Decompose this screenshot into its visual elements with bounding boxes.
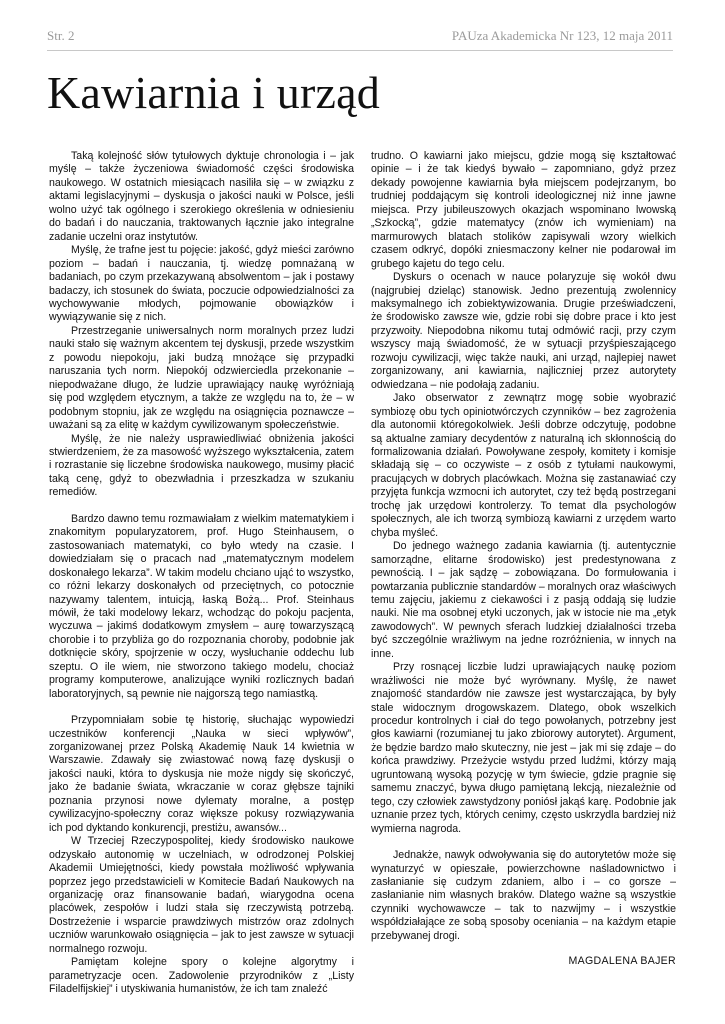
page-number: Str. 2 bbox=[47, 28, 75, 43]
author-signature: MAGDALENA BAJER bbox=[568, 955, 676, 968]
paragraph: Do jednego ważnego zadania kawiarnia (tj. autentycznie samorządne, elitarne środowisko) jest predestynowana z pewnością. I – jak sądzę – zobowiązana. Do formułowania i powtarzania publicznie standardów – moralnych oraz właściwych temu zajęciu, jakiemu z ciekawości i z pasją oddają się ludzie nauki. Nie ma osobnej etyki uczonych, jak w istocie nie ma „etyk zawodowych”. W pewnych sferach ludzkiej działalności trzeba być szczególnie wrażliwym na jedne rozróżnienia, w innych na inne. bbox=[371, 540, 677, 660]
paragraph: Dyskurs o ocenach w nauce polaryzuje się wokół dwu (najgrubiej dzieląc) stanowisk. Jedno prezentują zwolennicy maksymalnego ich zobiektywizowania. Drugie przeświadczeni, że środowisko zawsze wie, gdzie robi się dobre prace i kto jest przyzwoity. Niepodobna nikomu tutaj odmówić racji, przy czym wszyscy mają świadomość, że w sytuacji przyśpieszającego rozwoju cywilizacji, więc także nauki, ani urząd, najlepiej nawet zorganizowany, ani kawiarnia, najliczniej przez autorytety odwiedzana – nie podołają zadaniu. bbox=[371, 271, 676, 391]
paragraph: Przy rosnącej liczbie ludzi uprawiających naukę poziom wrażliwości nie może być wyrównany. Myślę, że nawet znajomość standardów nie zawsze jest wystarczająca, by były stale widocznym drogowskazem. Dlatego, obok wszelkich procedur kontrolnych i ciał do tego powołanych, potrzebny jest głos kawiarni (rozumianej tu jako zbiorowy autorytet). Argument, że będzie bardzo mało skuteczny, nie jest – jak mi się zdaje – do końca prawdziwy. Przeżycie wstydu przed ludźmi, którzy mają ugruntowaną wysoką pozycję w tym świecie, gdzie pragnie się samemu znaczyć, bywa długo pamiętaną lekcją, niezależnie od tego, czy człowiek zawstydzony poniósł jakąś karę. Podobnie jak uznanie przez tych, których cenimy, często uskrzydla bardziej niż wymierna nagroda. bbox=[371, 661, 676, 835]
paragraph: Jednakże, nawyk odwoływania się do autorytetów może się wynaturzyć w opieszałe, powierzchowne naśladownictwo i zasłanianie się cudzym zdaniem, albo i – co gorsze – zasłanianie nim własnych braków. Dlatego ważne są wszystkie czynniki wychowawcze – tak to nazwijmy – i wszystkie współdziałające ze sobą sposoby oceniania – na każdym etapie przebywanej drogi. bbox=[371, 849, 676, 942]
paragraph: W Trzeciej Rzeczypospolitej, kiedy środowisko naukowe odzyskało autonomię w uczelniach, w odrodzonej Polskiej Akademii Umiejętności, kiedy powstała możliwość wpływania poprzez jego przedstawicieli w Komitecie Badań Naukowych na organizację oraz finansowanie badań, wiarygodna ocena placówek, zespołów i ludzi stała się rzeczywistą potrzebą. Dostrzeżenie i wsparcie prawdziwych mistrzów oraz zdolnych uczniów warunkowało osiągnięcia – jak to jest zawsze w sytuacji normalnego rozwoju. bbox=[49, 835, 354, 955]
header-rule bbox=[47, 50, 673, 51]
paragraph: Taką kolejność słów tytułowych dyktuje chronologia i – jak myślę – także życzeniowa świadomość części środowiska naukowego. W ostatnich miesiącach nasiliła się – w związku z aktami legislacyjnymi – dyskusja o jakości nauki w Polsce, jeśli wolno użyć tak ogólnego i szerokiego określenia w odniesieniu do badań i do nauczania, traktowanych łącznie jako integralne zadanie uczelni oraz instytutów. bbox=[49, 150, 354, 243]
article-title: Kawiarnia i urząd bbox=[47, 67, 380, 118]
paragraph: Bardzo dawno temu rozmawiałam z wielkim matematykiem i znakomitym popularyzatorem, prof. Hugo Steinhausem, o zastosowaniach matematyki, co było wtedy na czasie. I dowiedziałam się o pracach nad „matematycznym modelem doskonałego lekarza”. W takim modelu chciano ująć to wszystko, co różni lekarzy doskonałych od przeciętnych, co potocznie nazywamy talentem, intuicją, łaską Bożą... Prof. Steinhaus mówił, że taki modelowy lekarz, wchodząc do pokoju pacjenta, wyczuwa – jakimś dodatkowym zmysłem – aurę towarzyszącą chorobie i to przybliża go do rozpoznania choroby, podobnie jak dotknięcie skóry, spojrzenie w oczy, wysłuchanie oddechu lub szeptu. O ile wiem, nie stworzono takiego modelu, chociaż programy komputerowe, analizujące wyniki rozlicznych badań laboratoryjnych, są pewnie nie najgorszą tego namiastką. bbox=[49, 512, 354, 700]
paragraph: trudno. O kawiarni jako miejscu, gdzie mogą się kształtować opinie – i że tak kiedyś bywało – zapomniano, gdyż przez dekady powojenne kawiarnia była miejscem podejrzanym, bo trudniej poddającym się kontroli ideologicznej niż inne jawne miejsca. Przy jubileuszowych okazjach wspominano lwowską „Szkocką”, gdzie matematycy (znów ich wymieniam) na marmurowych blatach stolików zapisywali wzory wielkich czasem odkryć, dopóki zniesmaczony kelner nie podarował im grubego kajetu do tego celu. bbox=[371, 150, 676, 270]
paragraph: Przypomniałam sobie tę historię, słuchając wypowiedzi uczestników konferencji „Nauka w sieci wpływów”, zorganizowanej przez Polską Akademię Nauk 14 kwietnia w Warszawie. Zdawały się zwiastować nową fazę dyskusji o jakości nauki, która to dyskusja nie może nigdy się skończyć, jako że badanie świata, wkraczanie w coraz głębsze tajniki poznania przynosi nowe dylematy moralne, a postęp cywilizacyjno-społeczny coraz większe pokusy rozwiązywania ich pod dyktando konkurencji, prestiżu, awansów... bbox=[49, 714, 354, 834]
paragraph: Myślę, że nie należy usprawiedliwiać obniżenia jakości stwierdzeniem, że za masowość wyższego wykształcenia, zatem i rozrastanie się liczebne środowiska naukowego, musimy płacić taką cenę, gdyż to obezwładnia i przeszkadza w szukaniu remediów. bbox=[49, 432, 354, 499]
paragraph: Przestrzeganie uniwersalnych norm moralnych przez ludzi nauki stało się ważnym akcentem tej dyskusji, przede wszystkim z powodu niepokoju, jaki budzą mnożące się przypadki naruszania tych norm. Niepokój odzwierciedla przekonanie – niepodważane długo, że ludzie uprawiający naukę wyróżniają się pod względem etycznym, a także ze względu na to, że – w podobnym stopniu, jak ze względu na osiągnięcia poznawcze – uważani są za elitę w każdym cywilizowanym społeczeństwie. bbox=[49, 324, 354, 432]
left-column bbox=[49, 150, 354, 997]
publication-info: PAUza Akademicka Nr 123, 12 maja 2011 bbox=[451, 28, 673, 43]
right-column bbox=[371, 150, 676, 969]
paragraph: Pamiętam kolejne spory o kolejne algorytmy i parametryzacje ocen. Zadowolenie przyrodników z „Listy Filadelfijskiej” i utyskiwania humanistów, że ich tam znaleźć bbox=[49, 956, 354, 996]
paragraph: Myślę, że trafne jest tu pojęcie: jakość, gdyż mieści zarówno poziom – badań i nauczania, tj. wiedzę pomnażaną w badaniach, po czym przekazywaną absolwentom – jak i postawy badaczy, ich stosunek do świata, poczucie odpowiedzialności za wychowywanie młodych, pojmowanie obowiązków i wywiązywanie się z nich. bbox=[49, 244, 354, 324]
paragraph: Jako obserwator z zewnątrz mogę sobie wyobrazić symbiozę obu tych opiniotwórczych czynników – bez zagrożenia dla autonomii któregokolwiek. Jeśli dobrze odczytuję, podobne są aktualne zamiary decydentów z naturalną ich skłonnością do formalizowania działań. Powoływane zespoły, komitety i komisje składają się – co oczywiste – z osób z tytułami naukowymi, pracujących w dobrych placówkach. Można się zastanawiać czy przyjęta funkcja wzmocni ich autorytet, czy też będą postrzegani trochę jak urzędowi kontrolerzy. To temat dla psychologów społecznych, ale ich tworzą symbiozą kawiarni z urzędem warto chyba myśleć. bbox=[371, 392, 676, 539]
running-header bbox=[47, 28, 673, 48]
